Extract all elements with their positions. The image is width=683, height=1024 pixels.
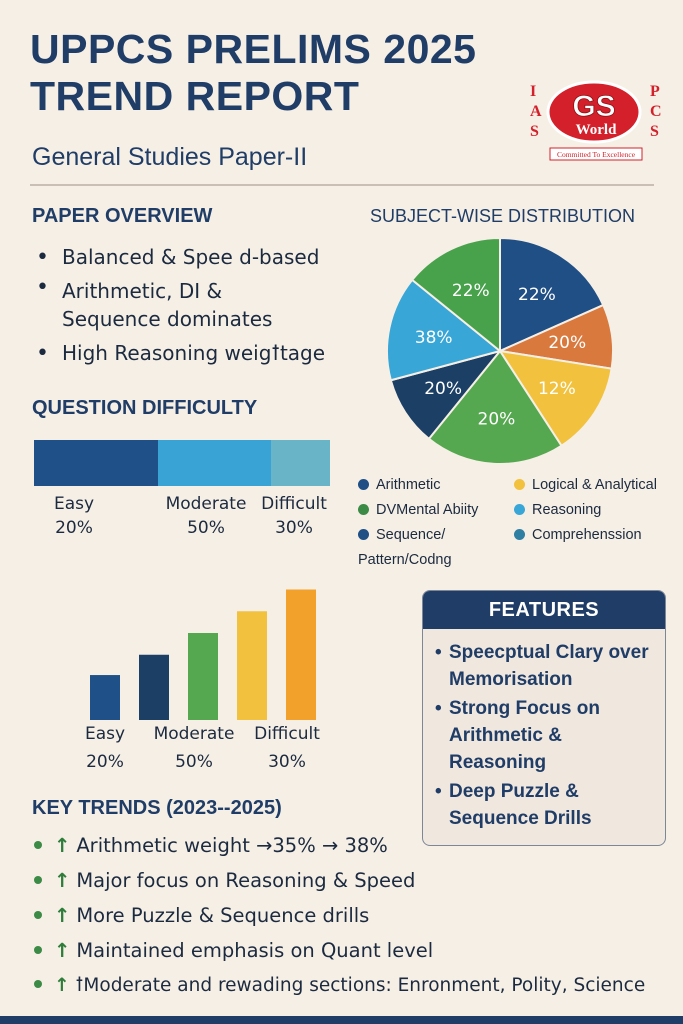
legend-label: Comprehenssion bbox=[532, 527, 642, 543]
footer-bar bbox=[0, 1016, 683, 1024]
up-arrow-icon: ↑ bbox=[54, 939, 71, 962]
logo-left-letter: A bbox=[530, 103, 542, 120]
difficulty-title: QUESTION DIFFICULTY bbox=[32, 397, 258, 419]
up-arrow-icon: ↑ bbox=[54, 869, 71, 892]
bar-value: 30% bbox=[268, 752, 306, 772]
legend-swatch bbox=[514, 504, 525, 515]
trend-text: Major focus on Reasoning & Speed bbox=[76, 869, 416, 892]
trends-title: KEY TRENDS (2023--2025) bbox=[32, 797, 282, 819]
feature-item: • Strong Focus on Arithmetic & Reasoning bbox=[435, 695, 659, 776]
bar-label-difficult bbox=[246, 720, 328, 776]
legend-item bbox=[358, 476, 440, 494]
up-arrow-icon: ↑ bbox=[54, 834, 71, 857]
features-list bbox=[423, 639, 665, 832]
overview-item-line: Arithmetic, DI & bbox=[62, 279, 223, 303]
features-title: FEATURES bbox=[423, 591, 665, 629]
pie-slice-label: 22% bbox=[451, 280, 490, 301]
legend-item bbox=[514, 526, 642, 544]
legend-swatch bbox=[358, 504, 369, 515]
bar-value: 20% bbox=[86, 752, 124, 772]
bar-label-moderate bbox=[146, 720, 242, 776]
pie-slice-label: 38% bbox=[414, 327, 453, 348]
legend-label: Arithmetic bbox=[376, 477, 441, 493]
trend-item bbox=[34, 898, 679, 933]
pie-legend bbox=[358, 476, 683, 571]
legend-label: Reasoning bbox=[532, 502, 602, 518]
gs-world-logo bbox=[520, 76, 670, 168]
bar bbox=[139, 655, 169, 720]
title-line-1: UPPCS PRELIMS 2025 bbox=[30, 26, 477, 72]
difficulty-label-moderate bbox=[160, 492, 252, 540]
trend-item bbox=[34, 863, 679, 898]
logo-right-letter: C bbox=[650, 103, 662, 120]
legend-label-line2: Pattern/Codng bbox=[358, 552, 452, 568]
bullet-dot bbox=[34, 841, 42, 849]
overview-item bbox=[34, 274, 364, 333]
difficulty-label: Difficult bbox=[261, 494, 327, 514]
trend-text: Arithmetic weight →35% → 38% bbox=[76, 834, 388, 857]
trend-item bbox=[34, 968, 679, 1003]
difficulty-bar-chart bbox=[70, 575, 340, 720]
pie-slice-label: 20% bbox=[424, 378, 463, 399]
overview-item-line: Sequence dominates bbox=[62, 307, 273, 331]
overview-item: • Balanced & Spee d-based bbox=[34, 241, 364, 274]
difficulty-label: Moderate bbox=[165, 494, 247, 514]
trend-item bbox=[34, 933, 679, 968]
bar bbox=[237, 611, 267, 720]
page-subtitle: General Studies Paper-II bbox=[32, 143, 308, 171]
logo-sub-text: World bbox=[575, 122, 617, 138]
legend-swatch bbox=[358, 479, 369, 490]
legend-label: Logical & Analytical bbox=[532, 477, 657, 493]
up-arrow-icon: ↑ bbox=[54, 904, 71, 927]
bar bbox=[188, 633, 218, 720]
legend-item bbox=[514, 476, 657, 494]
trend-text: More Puzzle & Sequence drills bbox=[76, 904, 370, 927]
difficulty-segment-difficult bbox=[271, 440, 330, 486]
legend-item bbox=[358, 501, 478, 519]
difficulty-stacked-bar bbox=[34, 440, 330, 486]
bar-category: Easy bbox=[84, 724, 126, 744]
legend-swatch bbox=[358, 529, 369, 540]
legend-item bbox=[514, 501, 601, 519]
legend-swatch bbox=[514, 529, 525, 540]
bullet-dot bbox=[34, 876, 42, 884]
trend-item bbox=[34, 828, 679, 863]
bullet-dot bbox=[34, 980, 42, 988]
feature-item: • Deep Puzzle & Sequence Drills bbox=[435, 778, 659, 832]
pie-slice-label: 20% bbox=[477, 409, 516, 430]
difficulty-segment-easy bbox=[34, 440, 158, 486]
overview-list bbox=[34, 241, 364, 370]
difficulty-segment-moderate bbox=[158, 440, 270, 486]
difficulty-value: 50% bbox=[187, 518, 225, 538]
pie-slice-label: 20% bbox=[548, 333, 587, 354]
features-panel bbox=[422, 590, 666, 846]
feature-item: • Speecptual Clary over Memorisation bbox=[435, 639, 659, 693]
trend-text: ꝉModerate and rewading sections: Enronment, Polity, Science bbox=[75, 975, 646, 996]
bullet-dot bbox=[34, 911, 42, 919]
pie-slice-label: 22% bbox=[518, 285, 556, 306]
bar-category: Difficult bbox=[254, 724, 320, 744]
subject-pie-chart bbox=[385, 236, 615, 466]
logo-tagline: Committed To Excellence bbox=[556, 150, 636, 159]
legend-swatch bbox=[514, 479, 525, 490]
legend-item bbox=[358, 526, 452, 569]
difficulty-value: 20% bbox=[55, 518, 93, 538]
bar-value: 50% bbox=[175, 752, 213, 772]
bar-category: Moderate bbox=[153, 724, 235, 744]
bullet-dot bbox=[34, 946, 42, 954]
logo-left-letter: S bbox=[530, 123, 539, 140]
title-line-2: TREND REPORT bbox=[30, 73, 360, 119]
logo-left-letter: I bbox=[530, 83, 537, 100]
overview-title: PAPER OVERVIEW bbox=[32, 205, 213, 227]
logo-right-letter: S bbox=[650, 123, 659, 140]
difficulty-label-difficult bbox=[254, 492, 334, 540]
up-arrow-icon: ↑ bbox=[54, 975, 70, 996]
bar bbox=[286, 590, 316, 721]
page-title bbox=[30, 26, 477, 120]
pie-title: SUBJECT-WISE DISTRIBUTION bbox=[370, 206, 636, 226]
header-divider bbox=[30, 184, 654, 186]
legend-label: Sequence/ bbox=[376, 527, 446, 543]
legend-label: DVMental Abiity bbox=[376, 502, 479, 518]
bar-label-easy bbox=[70, 720, 140, 776]
trend-text: Maintained emphasis on Quant level bbox=[76, 939, 434, 962]
logo-right-letter: P bbox=[650, 83, 660, 100]
difficulty-label: Easy bbox=[53, 494, 95, 514]
pie-slice-label: 12% bbox=[537, 378, 576, 399]
trends-list bbox=[34, 828, 679, 1003]
logo-main-text: GS bbox=[572, 90, 616, 123]
difficulty-value: 30% bbox=[275, 518, 313, 538]
bar bbox=[90, 675, 120, 720]
difficulty-label-easy bbox=[34, 492, 114, 540]
overview-item: • High Reasoning weigꝉtage bbox=[34, 337, 364, 370]
